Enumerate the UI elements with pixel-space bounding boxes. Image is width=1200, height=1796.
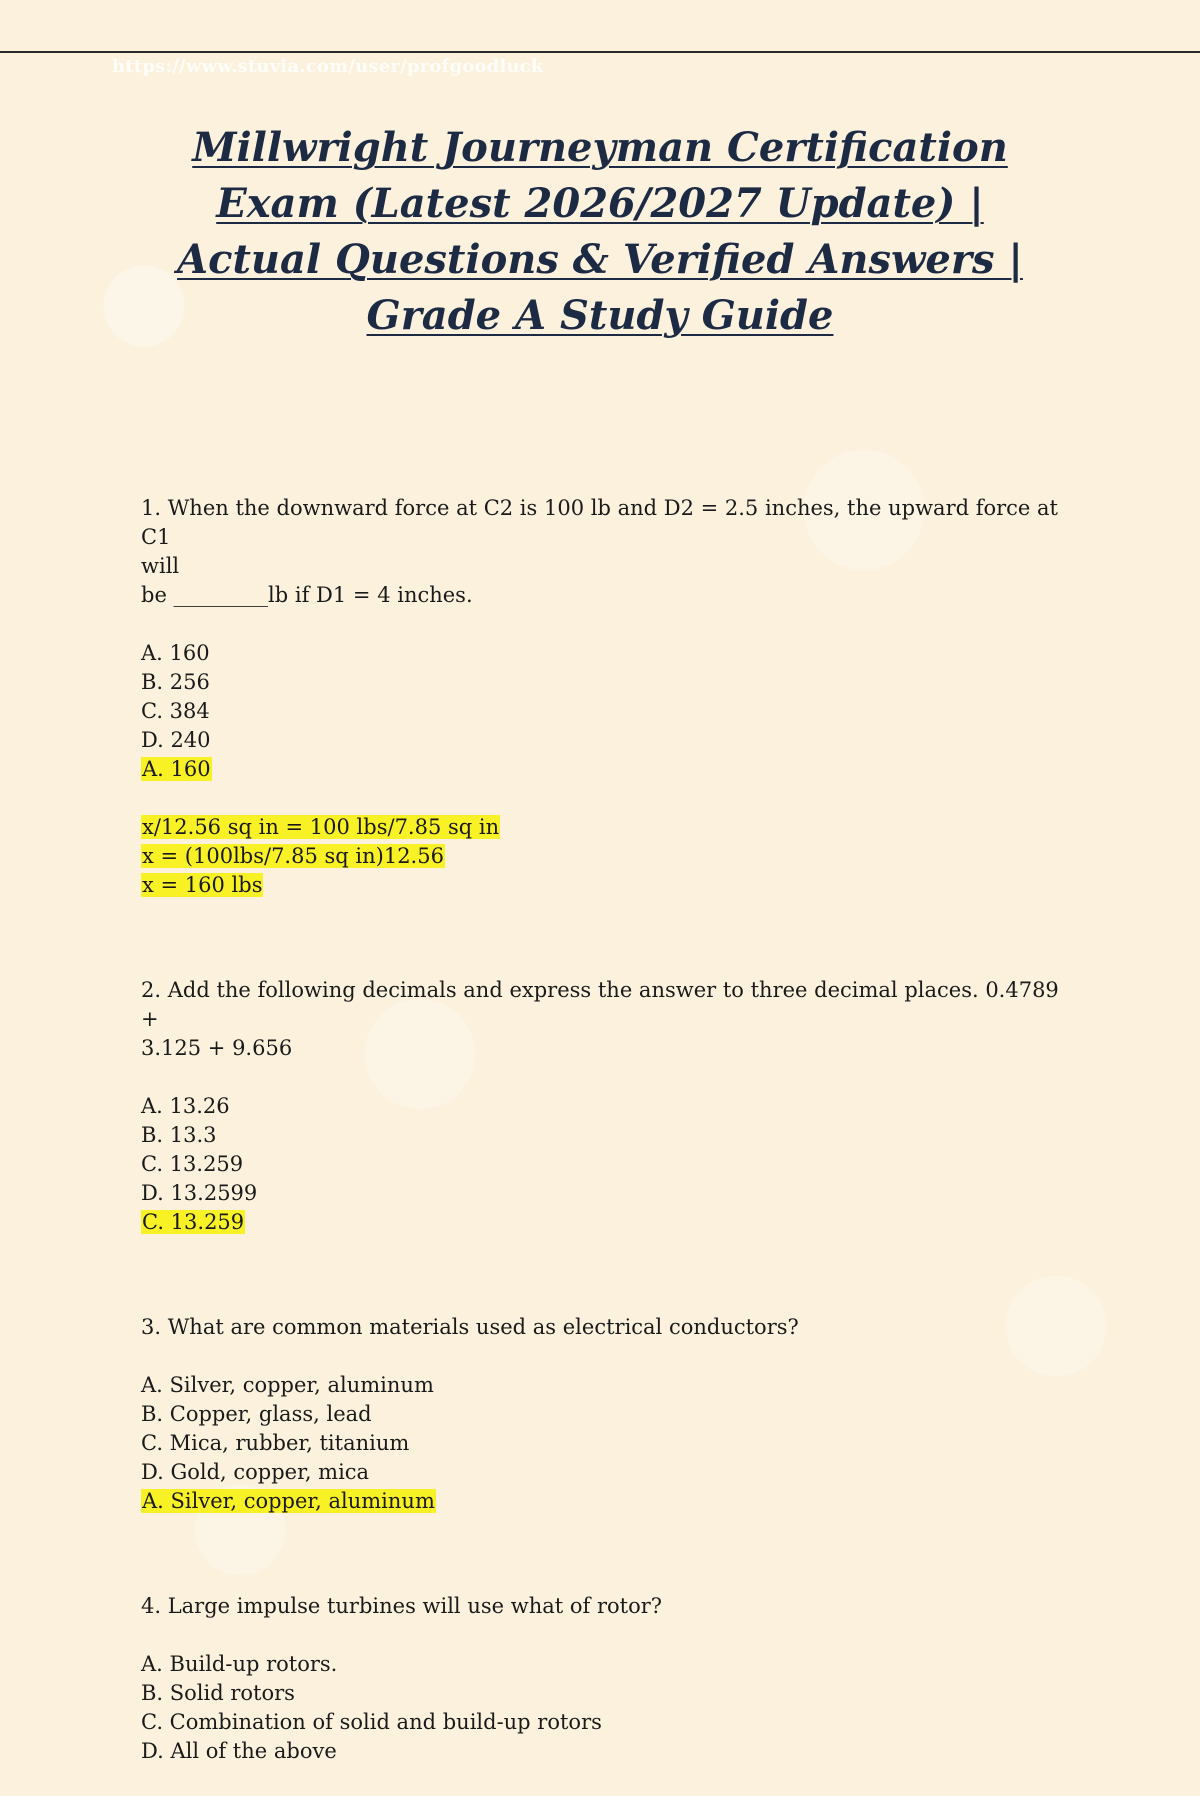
option-b: B. 13.3 — [141, 1123, 217, 1147]
option-c: C. 384 — [141, 699, 210, 723]
question-text — [141, 1313, 1061, 1342]
question-text — [141, 494, 1061, 610]
option-c: C. 13.259 — [141, 1152, 244, 1176]
question-3 — [141, 1313, 1061, 1516]
option-b: B. Copper, glass, lead — [141, 1402, 372, 1426]
question-text-line: will — [141, 554, 180, 578]
explanation-line: x = (100lbs/7.85 sq in)12.56 — [142, 844, 444, 868]
question-text-line: be _________lb if D1 = 4 inches. — [141, 583, 473, 607]
watermark-url: https://www.stuvia.com/user/profgoodluck — [112, 56, 544, 77]
question-2 — [141, 976, 1061, 1237]
question-list — [141, 494, 1061, 1796]
question-1 — [141, 494, 1061, 900]
header-rule — [0, 51, 1200, 53]
answer-explanation — [141, 813, 1061, 900]
question-text-line: 3. What are common materials used as electrical conductors? — [141, 1315, 799, 1339]
explanation-line: x/12.56 sq in = 100 lbs/7.85 sq in — [142, 815, 500, 839]
highlighted-answer: A. Silver, copper, aluminum — [142, 1489, 435, 1513]
highlighted-answer: A. 160 — [142, 757, 211, 781]
explanation-line: x = 160 lbs — [142, 873, 263, 897]
option-b: B. 256 — [141, 670, 210, 694]
option-a: A. 13.26 — [141, 1094, 230, 1118]
option-a: A. Silver, copper, aluminum — [141, 1373, 434, 1397]
question-text-line: 2. Add the following decimals and express the answer to three decimal places. 0.4789 + — [141, 978, 1059, 1031]
option-c: C. Mica, rubber, titanium — [141, 1431, 410, 1455]
option-a: A. Build-up rotors. — [141, 1652, 338, 1676]
option-d: D. All of the above — [141, 1739, 337, 1763]
option-b: B. Solid rotors — [141, 1681, 295, 1705]
question-text-line: 1. When the downward force at C2 is 100 lb and D2 = 2.5 inches, the upward force at C1 — [141, 496, 1058, 549]
option-c: C. Combination of solid and build-up rotors — [141, 1710, 602, 1734]
question-4 — [141, 1592, 1061, 1766]
highlighted-answer: C. 13.259 — [142, 1210, 245, 1234]
option-d: D. 13.2599 — [141, 1181, 258, 1205]
option-d: D. 240 — [141, 728, 211, 752]
question-text — [141, 1592, 1061, 1621]
question-text-line: 3.125 + 9.656 — [141, 1036, 293, 1060]
document-title: Millwright Journeyman Certification Exam (Latest 2026/2027 Update) | Actual Questions & Verified Answers | Grade A Study Guide — [177, 124, 1023, 339]
question-text — [141, 976, 1061, 1063]
option-d: D. Gold, copper, mica — [141, 1460, 370, 1484]
option-a: A. 160 — [141, 641, 210, 665]
question-text-line: 4. Large impulse turbines will use what of rotor? — [141, 1594, 663, 1618]
